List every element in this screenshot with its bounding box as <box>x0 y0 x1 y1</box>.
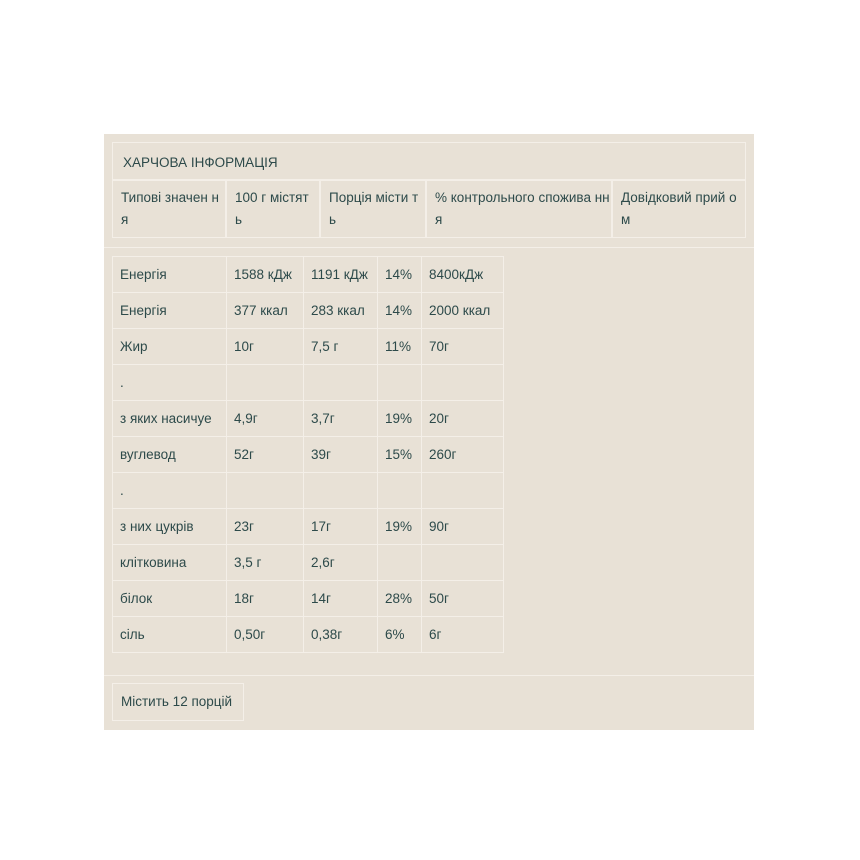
reference-intake-value: 50г <box>422 581 504 617</box>
reference-intake-value: 8400кДж <box>422 257 504 293</box>
per-100g-value: 10г <box>227 329 304 365</box>
per-100g-value <box>227 473 304 509</box>
per-100g-value: 23г <box>227 509 304 545</box>
reference-percent: 28% <box>378 581 422 617</box>
table-row <box>113 617 504 653</box>
nutrient-name: Жир <box>113 329 227 365</box>
reference-percent: 19% <box>378 509 422 545</box>
table-row <box>113 581 504 617</box>
nutrition-panel <box>104 134 754 730</box>
reference-percent: 6% <box>378 617 422 653</box>
per-100g-value: 377 ккал <box>227 293 304 329</box>
per-portion-value <box>304 365 378 401</box>
per-portion-value: 3,7г <box>304 401 378 437</box>
per-100g-value: 18г <box>227 581 304 617</box>
nutrient-name: вуглевод <box>113 437 227 473</box>
header-reference-intake: Довідковий прий ом <box>612 180 746 238</box>
per-100g-value: 1588 кДж <box>227 257 304 293</box>
reference-percent: 11% <box>378 329 422 365</box>
nutrient-name: клітковина <box>113 545 227 581</box>
reference-percent: 19% <box>378 401 422 437</box>
reference-percent <box>378 365 422 401</box>
per-portion-value: 1191 кДж <box>304 257 378 293</box>
reference-intake-value: 6г <box>422 617 504 653</box>
reference-intake-value: 2000 ккал <box>422 293 504 329</box>
nutrient-name: Енергія <box>113 293 227 329</box>
per-portion-value: 7,5 г <box>304 329 378 365</box>
reference-intake-value: 20г <box>422 401 504 437</box>
nutrient-name: . <box>113 473 227 509</box>
table-row <box>113 545 504 581</box>
header-per-portion: Порція місти ть <box>320 180 426 238</box>
nutrition-title: ХАРЧОВА ІНФОРМАЦІЯ <box>112 142 746 180</box>
table-row <box>113 437 504 473</box>
table-row <box>113 401 504 437</box>
reference-intake-value <box>422 473 504 509</box>
section-divider <box>104 675 754 676</box>
per-portion-value <box>304 473 378 509</box>
per-100g-value: 4,9г <box>227 401 304 437</box>
nutrient-name: Енергія <box>113 257 227 293</box>
nutrient-name: білок <box>113 581 227 617</box>
per-100g-value: 3,5 г <box>227 545 304 581</box>
per-100g-value: 0,50г <box>227 617 304 653</box>
table-row <box>113 329 504 365</box>
servings-note: Містить 12 порцій <box>112 683 244 721</box>
header-typical-values: Типові значен ня <box>112 180 226 238</box>
per-portion-value: 0,38г <box>304 617 378 653</box>
header-reference-intake-percent: % контрольного спожива ння <box>426 180 612 238</box>
nutrient-name: сіль <box>113 617 227 653</box>
per-portion-value: 283 ккал <box>304 293 378 329</box>
per-100g-value: 52г <box>227 437 304 473</box>
table-row <box>113 293 504 329</box>
table-row <box>113 509 504 545</box>
per-portion-value: 17г <box>304 509 378 545</box>
nutrient-name: з яких насичуе <box>113 401 227 437</box>
reference-percent: 14% <box>378 257 422 293</box>
reference-percent <box>378 545 422 581</box>
reference-intake-value: 90г <box>422 509 504 545</box>
reference-intake-value: 70г <box>422 329 504 365</box>
nutrition-table <box>112 256 504 653</box>
per-100g-value <box>227 365 304 401</box>
table-row <box>113 365 504 401</box>
reference-percent <box>378 473 422 509</box>
reference-intake-value <box>422 545 504 581</box>
nutrient-name: . <box>113 365 227 401</box>
table-row <box>113 473 504 509</box>
nutrient-name: з них цукрів <box>113 509 227 545</box>
per-portion-value: 14г <box>304 581 378 617</box>
header-per-100g: 100 г містят ь <box>226 180 320 238</box>
per-portion-value: 2,6г <box>304 545 378 581</box>
reference-percent: 14% <box>378 293 422 329</box>
reference-intake-value <box>422 365 504 401</box>
table-row <box>113 257 504 293</box>
reference-intake-value: 260г <box>422 437 504 473</box>
per-portion-value: 39г <box>304 437 378 473</box>
section-divider <box>104 247 754 248</box>
reference-percent: 15% <box>378 437 422 473</box>
